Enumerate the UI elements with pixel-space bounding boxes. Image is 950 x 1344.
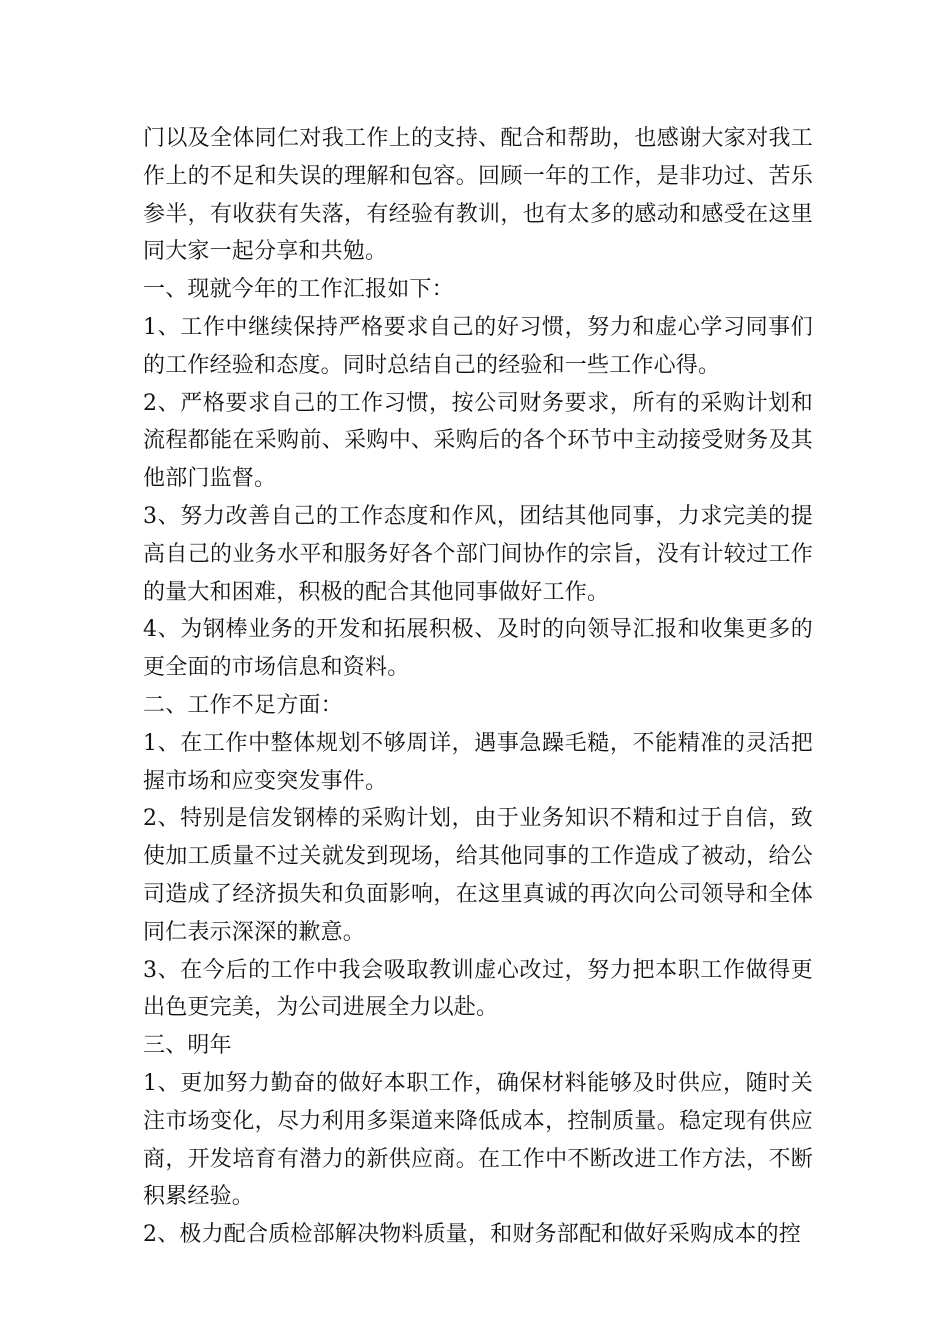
section-heading-3: 三、明年	[143, 1033, 232, 1059]
paragraph-item: 2、特别是信发钢棒的采购计划，由于业务知识不精和过于自信，致使加工质量不过关就发到现场，给其他同事的工作造成了被动，给公司造成了经济损失和负面影响，在这里真诚的再次向公司领导和全体同仁表示深深的歉意。	[143, 806, 813, 945]
paragraph-item: 3、在今后的工作中我会吸取教训虚心改过，努力把本职工作做得更出色更完美，为公司进展全力以赴。	[143, 957, 813, 1021]
paragraph-item: 4、为钢棒业务的开发和拓展积极、及时的向领导汇报和收集更多的更全面的市场信息和资料。	[143, 617, 813, 681]
paragraph-item: 2、严格要求自己的工作习惯，按公司财务要求，所有的采购计划和流程都能在采购前、采购中、采购后的各个环节中主动接受财务及其他部门监督。	[143, 390, 813, 492]
paragraph-item: 1、工作中继续保持严格要求自己的好习惯，努力和虚心学习同事们的工作经验和态度。同时总结自己的经验和一些工作心得。	[143, 314, 813, 378]
paragraph-item: 1、更加努力勤奋的做好本职工作，确保材料能够及时供应，随时关注市场变化，尽力利用多渠道来降低成本，控制质量。稳定现有供应商，开发培育有潜力的新供应商。在工作中不断改进工作方法，不断积累经验。	[143, 1070, 813, 1210]
document-body	[143, 120, 813, 1254]
section-heading-2: 二、工作不足方面：	[143, 692, 343, 718]
paragraph-item: 3、努力改善自己的工作态度和作风，团结其他同事，力求完美的提高自己的业务水平和服务好各个部门间协作的宗旨，没有计较过工作的量大和困难，积极的配合其他同事做好工作。	[143, 503, 813, 605]
paragraph-item: 2、极力配合质检部解决物料质量，和财务部配和做好采购成本的控	[143, 1222, 801, 1248]
section-heading-1: 一、现就今年的工作汇报如下：	[143, 277, 454, 303]
paragraph-intro: 门以及全体同仁对我工作上的支持、配合和帮助，也感谢大家对我工作上的不足和失误的理解和包容。回顾一年的工作，是非功过、苦乐参半，有收获有失落，有经验有教训，也有太多的感动和感受在这里同大家一起分享和共勉。	[143, 126, 813, 265]
paragraph-item: 1、在工作中整体规划不够周详，遇事急躁毛糙，不能精准的灵活把握市场和应变突发事件。	[143, 730, 813, 794]
